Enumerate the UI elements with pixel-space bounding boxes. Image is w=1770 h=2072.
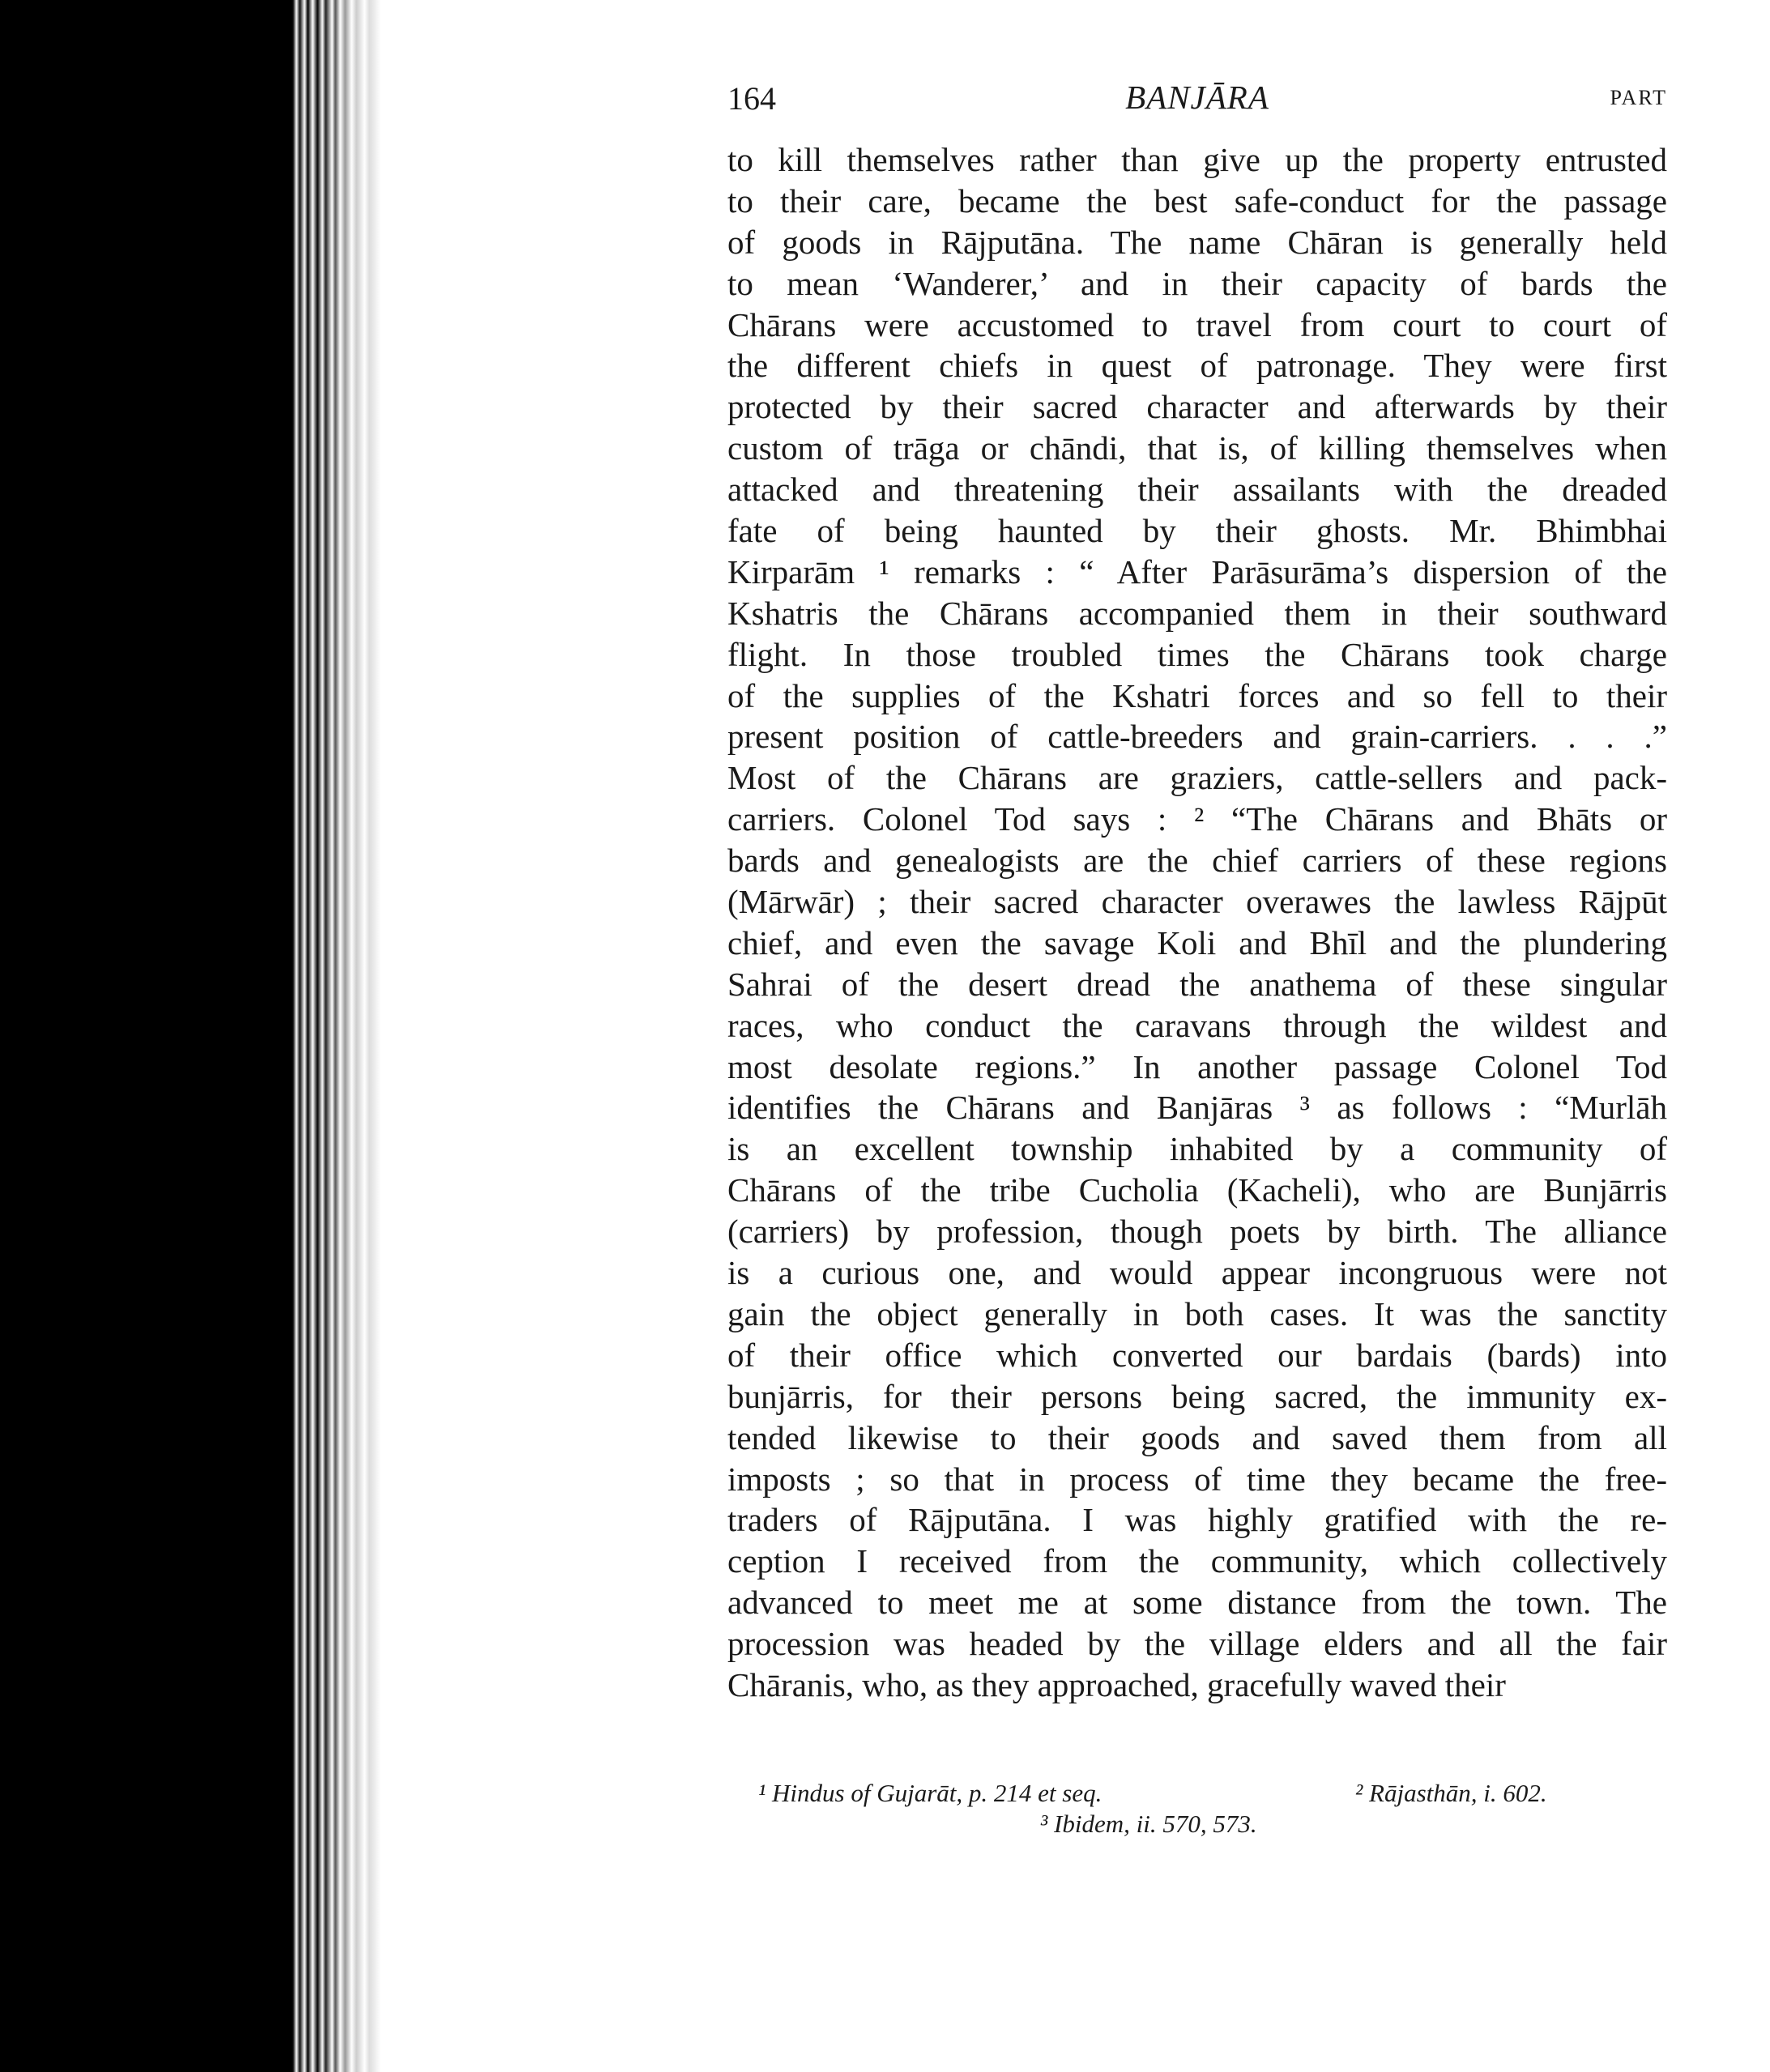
body-line: to mean ‘Wanderer,’ and in their capacity of bards the — [727, 264, 1667, 302]
footnote-2: ² Rājasthān, i. 602. — [1355, 1779, 1547, 1807]
body-line: is a curious one, and would appear incongruous were not — [727, 1254, 1667, 1292]
running-head — [727, 71, 1667, 128]
body-line: ception I received from the community, which collectively — [727, 1542, 1667, 1580]
body-line: of their office which converted our bardais (bards) into — [727, 1336, 1667, 1374]
body-line: is an excellent township inhabited by a community of — [727, 1130, 1667, 1168]
body-line: fate of being haunted by their ghosts. Mr. Bhimbhai — [727, 512, 1667, 550]
body-line: gain the object generally in both cases. It was the sanctity — [727, 1294, 1667, 1332]
body-line: Kirparām ¹ remarks : “ After Parāsurāma’s dispersion of the — [727, 552, 1667, 590]
body-line: Chārans were accustomed to travel from court to court of — [727, 305, 1667, 343]
book-gutter — [0, 0, 389, 2072]
footnote-1: ¹ Hindus of Gujarāt, p. 214 et seq. — [758, 1779, 1103, 1807]
body-text — [727, 139, 1667, 1706]
body-line: of the supplies of the Kshatri forces and so fell to their — [727, 676, 1667, 714]
body-line: Most of the Chārans are graziers, cattle-sellers and pack- — [727, 759, 1667, 797]
body-line: to kill themselves rather than give up the property entrusted — [727, 141, 1667, 178]
body-line: flight. In those troubled times the Chārans took charge — [727, 635, 1667, 673]
body-line: tended likewise to their goods and saved them from all — [727, 1418, 1667, 1456]
body-line: Chārans of the tribe Cucholia (Kacheli), who are Bunjārris — [727, 1171, 1667, 1209]
body-line: most desolate regions.” In another passage Colonel Tod — [727, 1047, 1667, 1085]
running-title: BANJĀRA — [1125, 79, 1269, 116]
body-line: the different chiefs in quest of patronage. They were first — [727, 347, 1667, 385]
body-line: carriers. Colonel Tod says : ² “The Chārans and Bhāts or — [727, 800, 1667, 838]
page-number: 164 — [727, 80, 776, 117]
footnote-row — [727, 1778, 1667, 1809]
body-line: races, who conduct the caravans through the wildest and — [727, 1006, 1667, 1044]
body-line: attacked and threatening their assailants with the dreaded — [727, 471, 1667, 509]
body-line: Chāranis, who, as they approached, gracefully waved their — [727, 1665, 1506, 1703]
body-line: Kshatris the Chārans accompanied them in their southward — [727, 594, 1667, 632]
body-line: bards and genealogists are the chief carriers of these regions — [727, 842, 1667, 880]
body-line: protected by their sacred character and afterwards by their — [727, 388, 1667, 426]
body-line: identifies the Chārans and Banjāras ³ as follows : “Murlāh — [727, 1089, 1667, 1127]
body-line: chief, and even the savage Koli and Bhīl and the plundering — [727, 923, 1667, 961]
body-line: to their care, became the best safe-conduct for the passage — [727, 181, 1667, 220]
body-line: (Mārwār) ; their sacred character overawes the lawless Rājpūt — [727, 883, 1667, 921]
body-line: bunjārris, for their persons being sacred, the immunity ex- — [727, 1377, 1667, 1415]
body-line: Sahrai of the desert dread the anathema of these singular — [727, 965, 1667, 1003]
body-line: (carriers) by profession, though poets by birth. The alliance — [727, 1213, 1667, 1251]
body-line: advanced to meet me at some distance from the town. The — [727, 1584, 1667, 1622]
footnote-3: ³ Ibidem, ii. 570, 573. — [1040, 1810, 1257, 1838]
footnotes — [727, 1778, 1667, 1840]
body-line: imposts ; so that in process of time they became the free- — [727, 1460, 1667, 1498]
body-line: of goods in Rājputāna. The name Chāran is generally held — [727, 223, 1667, 261]
body-line: present position of cattle-breeders and grain-carriers. . . .” — [727, 718, 1667, 756]
footnote-row — [727, 1809, 1667, 1840]
body-line: custom of trāga or chāndi, that is, of killing themselves when — [727, 429, 1667, 467]
running-part-label: PART — [1610, 86, 1667, 109]
body-line: traders of Rājputāna. I was highly gratified with the re- — [727, 1501, 1667, 1539]
body-line: procession was headed by the village elders and all the fair — [727, 1625, 1667, 1663]
